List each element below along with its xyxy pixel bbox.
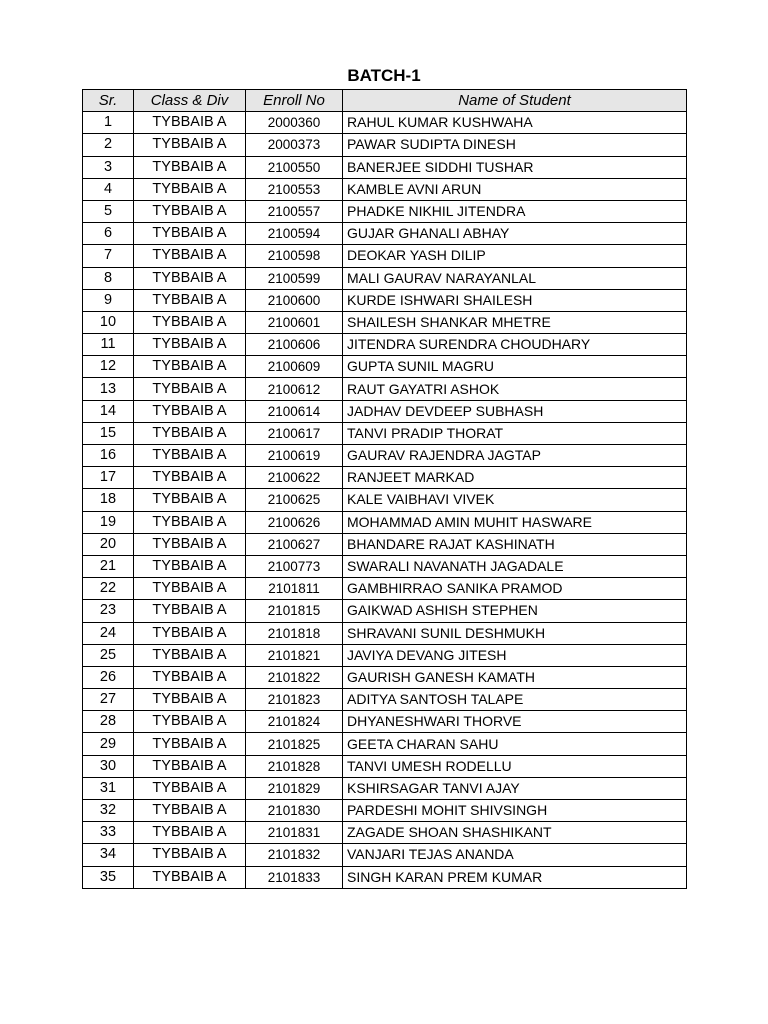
student-name-cell: TANVI PRADIP THORAT: [343, 422, 687, 444]
table-row: [83, 555, 687, 577]
student-name-cell: ADITYA SANTOSH TALAPE: [343, 689, 687, 711]
enroll-no-cell: 2101833: [246, 866, 343, 888]
class-div-cell: TYBBAIB A: [134, 555, 246, 577]
sr-cell: 24: [83, 622, 134, 644]
enroll-no-cell: 2100599: [246, 267, 343, 289]
enroll-no-cell: 2100598: [246, 245, 343, 267]
enroll-no-cell: 2100612: [246, 378, 343, 400]
student-name-cell: KAMBLE AVNI ARUN: [343, 178, 687, 200]
enroll-no-cell: 2101815: [246, 600, 343, 622]
table-row: [83, 733, 687, 755]
column-header-class-div: Class & Div: [134, 90, 246, 112]
enroll-no-cell: 2100553: [246, 178, 343, 200]
page-title: BATCH-1: [347, 66, 421, 85]
table-body: [83, 112, 687, 889]
enroll-no-cell: 2100601: [246, 311, 343, 333]
enroll-no-cell: 2101829: [246, 777, 343, 799]
sr-cell: 14: [83, 400, 134, 422]
enroll-no-cell: 2100614: [246, 400, 343, 422]
column-header-enroll-no: Enroll No: [246, 90, 343, 112]
student-name-cell: GAIKWAD ASHISH STEPHEN: [343, 600, 687, 622]
student-name-cell: GAURAV RAJENDRA JAGTAP: [343, 445, 687, 467]
student-name-cell: JITENDRA SURENDRA CHOUDHARY: [343, 334, 687, 356]
student-name-cell: SWARALI NAVANATH JAGADALE: [343, 555, 687, 577]
student-name-cell: MALI GAURAV NARAYANLAL: [343, 267, 687, 289]
class-div-cell: TYBBAIB A: [134, 533, 246, 555]
table-row: [83, 112, 687, 134]
table-row: [83, 822, 687, 844]
class-div-cell: TYBBAIB A: [134, 245, 246, 267]
enroll-no-cell: 2100622: [246, 467, 343, 489]
enroll-no-cell: 2101811: [246, 578, 343, 600]
table-row: [83, 666, 687, 688]
sr-cell: 11: [83, 334, 134, 356]
table-row: [83, 445, 687, 467]
enroll-no-cell: 2100625: [246, 489, 343, 511]
enroll-no-cell: 2100617: [246, 422, 343, 444]
sr-cell: 4: [83, 178, 134, 200]
table-row: [83, 156, 687, 178]
enroll-no-cell: 2101823: [246, 689, 343, 711]
enroll-no-cell: 2100557: [246, 200, 343, 222]
sr-cell: 23: [83, 600, 134, 622]
enroll-no-cell: 2100619: [246, 445, 343, 467]
table-row: [83, 689, 687, 711]
enroll-no-cell: 2101831: [246, 822, 343, 844]
enroll-no-cell: 2100594: [246, 223, 343, 245]
class-div-cell: TYBBAIB A: [134, 622, 246, 644]
class-div-cell: TYBBAIB A: [134, 578, 246, 600]
enroll-no-cell: 2100550: [246, 156, 343, 178]
table-row: [83, 311, 687, 333]
sr-cell: 21: [83, 555, 134, 577]
sr-cell: 6: [83, 223, 134, 245]
class-div-cell: TYBBAIB A: [134, 733, 246, 755]
sr-cell: 1: [83, 112, 134, 134]
sr-cell: 18: [83, 489, 134, 511]
enroll-no-cell: 2100609: [246, 356, 343, 378]
table-row: [83, 178, 687, 200]
class-div-cell: TYBBAIB A: [134, 200, 246, 222]
sr-cell: 5: [83, 200, 134, 222]
sr-cell: 34: [83, 844, 134, 866]
class-div-cell: TYBBAIB A: [134, 822, 246, 844]
enroll-no-cell: 2101822: [246, 666, 343, 688]
student-name-cell: SHRAVANI SUNIL DESHMUKH: [343, 622, 687, 644]
student-name-cell: PAWAR SUDIPTA DINESH: [343, 134, 687, 156]
class-div-cell: TYBBAIB A: [134, 156, 246, 178]
class-div-cell: TYBBAIB A: [134, 844, 246, 866]
table-row: [83, 245, 687, 267]
sr-cell: 19: [83, 511, 134, 533]
class-div-cell: TYBBAIB A: [134, 689, 246, 711]
class-div-cell: TYBBAIB A: [134, 666, 246, 688]
student-name-cell: SHAILESH SHANKAR MHETRE: [343, 311, 687, 333]
class-div-cell: TYBBAIB A: [134, 223, 246, 245]
class-div-cell: TYBBAIB A: [134, 445, 246, 467]
table-row: [83, 289, 687, 311]
enroll-no-cell: 2101818: [246, 622, 343, 644]
sr-cell: 15: [83, 422, 134, 444]
student-name-cell: VANJARI TEJAS ANANDA: [343, 844, 687, 866]
enroll-no-cell: 2101824: [246, 711, 343, 733]
table-row: [83, 334, 687, 356]
student-name-cell: DHYANESHWARI THORVE: [343, 711, 687, 733]
sr-cell: 32: [83, 800, 134, 822]
table-row: [83, 467, 687, 489]
table-row: [83, 422, 687, 444]
student-name-cell: BHANDARE RAJAT KASHINATH: [343, 533, 687, 555]
student-name-cell: JADHAV DEVDEEP SUBHASH: [343, 400, 687, 422]
sr-cell: 7: [83, 245, 134, 267]
sr-cell: 2: [83, 134, 134, 156]
sr-cell: 17: [83, 467, 134, 489]
table-row: [83, 622, 687, 644]
class-div-cell: TYBBAIB A: [134, 467, 246, 489]
enroll-no-cell: 2101830: [246, 800, 343, 822]
class-div-cell: TYBBAIB A: [134, 511, 246, 533]
enroll-no-cell: 2100773: [246, 555, 343, 577]
enroll-no-cell: 2100626: [246, 511, 343, 533]
student-name-cell: RANJEET MARKAD: [343, 467, 687, 489]
sr-cell: 25: [83, 644, 134, 666]
column-header-name: Name of Student: [343, 90, 687, 112]
student-table: [82, 89, 687, 889]
sr-cell: 10: [83, 311, 134, 333]
table-row: [83, 600, 687, 622]
table-row: [83, 267, 687, 289]
class-div-cell: TYBBAIB A: [134, 866, 246, 888]
sr-cell: 33: [83, 822, 134, 844]
class-div-cell: TYBBAIB A: [134, 112, 246, 134]
enroll-no-cell: 2101828: [246, 755, 343, 777]
table-row: [83, 866, 687, 888]
sr-cell: 29: [83, 733, 134, 755]
sr-cell: 30: [83, 755, 134, 777]
sr-cell: 9: [83, 289, 134, 311]
sr-cell: 8: [83, 267, 134, 289]
sr-cell: 20: [83, 533, 134, 555]
sr-cell: 28: [83, 711, 134, 733]
class-div-cell: TYBBAIB A: [134, 356, 246, 378]
enroll-no-cell: 2000360: [246, 112, 343, 134]
table-row: [83, 533, 687, 555]
student-name-cell: PARDESHI MOHIT SHIVSINGH: [343, 800, 687, 822]
table-row: [83, 356, 687, 378]
table-row: [83, 578, 687, 600]
enroll-no-cell: 2101825: [246, 733, 343, 755]
class-div-cell: TYBBAIB A: [134, 134, 246, 156]
class-div-cell: TYBBAIB A: [134, 289, 246, 311]
student-name-cell: TANVI UMESH RODELLU: [343, 755, 687, 777]
sr-cell: 27: [83, 689, 134, 711]
table-header-row: [83, 90, 687, 112]
class-div-cell: TYBBAIB A: [134, 400, 246, 422]
table-row: [83, 223, 687, 245]
class-div-cell: TYBBAIB A: [134, 178, 246, 200]
table-row: [83, 844, 687, 866]
class-div-cell: TYBBAIB A: [134, 777, 246, 799]
student-name-cell: GAMBHIRRAO SANIKA PRAMOD: [343, 578, 687, 600]
student-name-cell: DEOKAR YASH DILIP: [343, 245, 687, 267]
enroll-no-cell: 2000373: [246, 134, 343, 156]
table-row: [83, 755, 687, 777]
student-name-cell: GUPTA SUNIL MAGRU: [343, 356, 687, 378]
student-name-cell: GAURISH GANESH KAMATH: [343, 666, 687, 688]
student-name-cell: ZAGADE SHOAN SHASHIKANT: [343, 822, 687, 844]
sr-cell: 35: [83, 866, 134, 888]
class-div-cell: TYBBAIB A: [134, 644, 246, 666]
student-name-cell: JAVIYA DEVANG JITESH: [343, 644, 687, 666]
table-row: [83, 644, 687, 666]
student-name-cell: KSHIRSAGAR TANVI AJAY: [343, 777, 687, 799]
sr-cell: 13: [83, 378, 134, 400]
table-row: [83, 200, 687, 222]
sr-cell: 31: [83, 777, 134, 799]
student-name-cell: RAUT GAYATRI ASHOK: [343, 378, 687, 400]
student-name-cell: GUJAR GHANALI ABHAY: [343, 223, 687, 245]
class-div-cell: TYBBAIB A: [134, 334, 246, 356]
class-div-cell: TYBBAIB A: [134, 489, 246, 511]
table-row: [83, 378, 687, 400]
table-row: [83, 711, 687, 733]
class-div-cell: TYBBAIB A: [134, 311, 246, 333]
sr-cell: 12: [83, 356, 134, 378]
student-name-cell: SINGH KARAN PREM KUMAR: [343, 866, 687, 888]
student-name-cell: GEETA CHARAN SAHU: [343, 733, 687, 755]
enroll-no-cell: 2101832: [246, 844, 343, 866]
class-div-cell: TYBBAIB A: [134, 267, 246, 289]
table-row: [83, 134, 687, 156]
student-name-cell: RAHUL KUMAR KUSHWAHA: [343, 112, 687, 134]
sr-cell: 22: [83, 578, 134, 600]
student-name-cell: PHADKE NIKHIL JITENDRA: [343, 200, 687, 222]
table-row: [83, 511, 687, 533]
class-div-cell: TYBBAIB A: [134, 755, 246, 777]
enroll-no-cell: 2100627: [246, 533, 343, 555]
table-row: [83, 489, 687, 511]
enroll-no-cell: 2101821: [246, 644, 343, 666]
sr-cell: 16: [83, 445, 134, 467]
sr-cell: 3: [83, 156, 134, 178]
column-header-sr: Sr.: [83, 90, 134, 112]
class-div-cell: TYBBAIB A: [134, 600, 246, 622]
class-div-cell: TYBBAIB A: [134, 711, 246, 733]
enroll-no-cell: 2100600: [246, 289, 343, 311]
student-name-cell: KURDE ISHWARI SHAILESH: [343, 289, 687, 311]
student-name-cell: MOHAMMAD AMIN MUHIT HASWARE: [343, 511, 687, 533]
table-row: [83, 777, 687, 799]
student-name-cell: KALE VAIBHAVI VIVEK: [343, 489, 687, 511]
class-div-cell: TYBBAIB A: [134, 422, 246, 444]
class-div-cell: TYBBAIB A: [134, 378, 246, 400]
sr-cell: 26: [83, 666, 134, 688]
table-row: [83, 400, 687, 422]
class-div-cell: TYBBAIB A: [134, 800, 246, 822]
student-name-cell: BANERJEE SIDDHI TUSHAR: [343, 156, 687, 178]
enroll-no-cell: 2100606: [246, 334, 343, 356]
table-row: [83, 800, 687, 822]
